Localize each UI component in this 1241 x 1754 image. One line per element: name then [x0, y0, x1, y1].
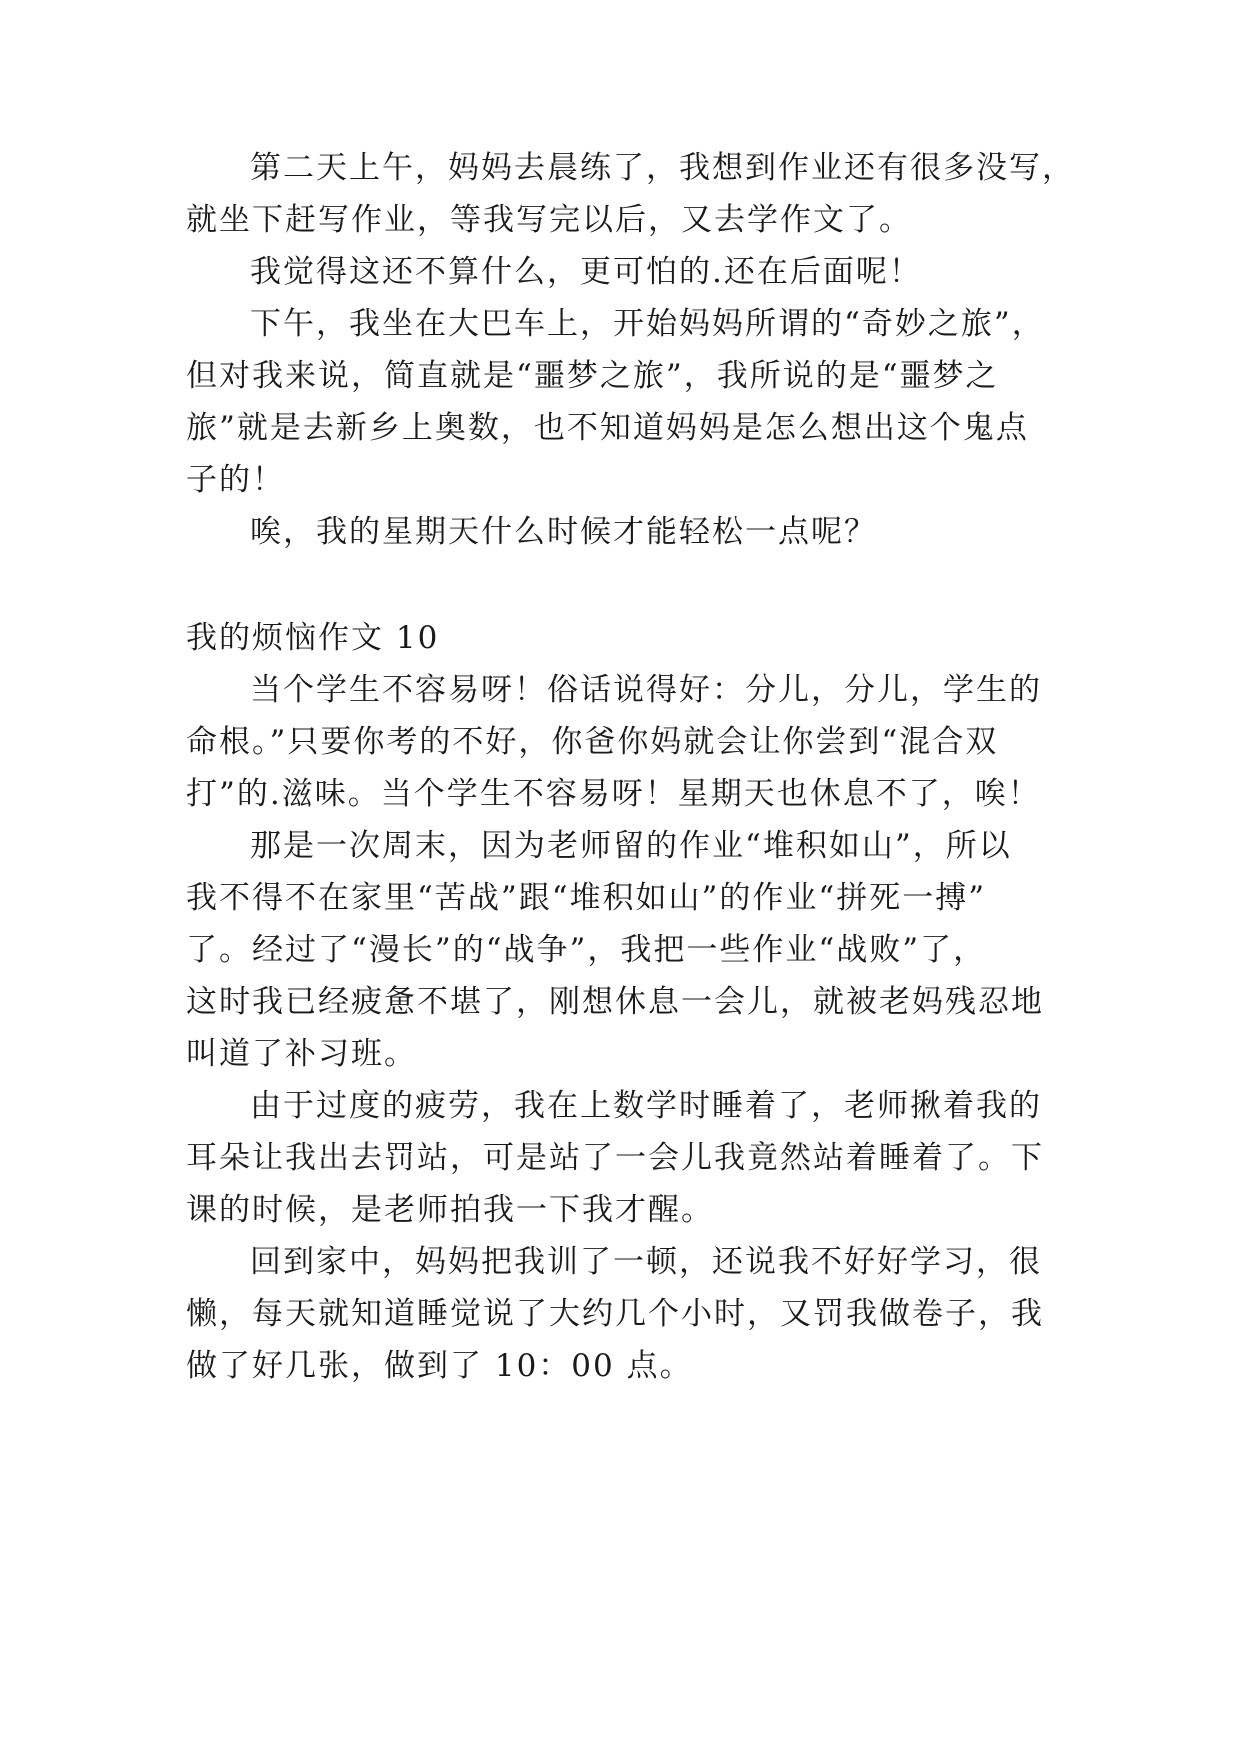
- paragraph-line: 做了好几张，做到了 10：00 点。: [186, 1348, 693, 1384]
- paragraph-line: 了。经过了“漫长”的“战争”，我把一些作业“战败”了，: [186, 932, 987, 968]
- paragraph-line: 打”的.滋味。当个学生不容易呀！星期天也休息不了，唉！: [186, 776, 1041, 812]
- paragraph-line: 子的！: [186, 462, 285, 498]
- paragraph-line: 课的时候，是老师拍我一下我才醒。: [186, 1192, 714, 1228]
- paragraph-line: 命根。”只要你考的不好，你爸你妈就会让你尝到“混合双: [186, 724, 999, 760]
- section-heading: 我的烦恼作文 10: [186, 620, 440, 656]
- paragraph-line: 我不得不在家里“苦战”跟“堆积如山”的作业“拼死一搏”: [186, 880, 987, 916]
- paragraph-line: 耳朵让我出去罚站，可是站了一会儿我竟然站着睡着了。下: [186, 1140, 1044, 1176]
- paragraph-line: 下午，我坐在大巴车上，开始妈妈所谓的“奇妙之旅”，: [250, 306, 1045, 342]
- paragraph-line: 旅”就是去新乡上奥数，也不知道妈妈是怎么想出这个鬼点: [186, 410, 1029, 446]
- paragraph-line: 唉，我的星期天什么时候才能轻松一点呢？: [250, 514, 877, 550]
- paragraph-line: 第二天上午，妈妈去晨练了，我想到作业还有很多没写，: [250, 150, 1075, 186]
- paragraph-line: 但对我来说，简直就是“噩梦之旅”，我所说的是“噩梦之: [186, 358, 999, 394]
- paragraph-line: 那是一次周末，因为老师留的作业“堆积如山”，所以: [250, 828, 1012, 864]
- paragraph-line: 由于过度的疲劳，我在上数学时睡着了，老师揪着我的: [250, 1088, 1042, 1124]
- paragraph-line: 懒，每天就知道睡觉说了大约几个小时，又罚我做卷子，我: [186, 1296, 1044, 1332]
- paragraph-line: 当个学生不容易呀！俗话说得好：分儿，分儿，学生的: [250, 672, 1042, 708]
- paragraph-line: 叫道了补习班。: [186, 1036, 417, 1072]
- paragraph-line: 回到家中，妈妈把我训了一顿，还说我不好好学习，很: [250, 1244, 1042, 1280]
- paragraph-line: 这时我已经疲惫不堪了，刚想休息一会儿，就被老妈残忍地: [186, 984, 1044, 1020]
- paragraph-line: 就坐下赶写作业，等我写完以后，又去学作文了。: [186, 202, 912, 238]
- paragraph-line: 我觉得这还不算什么，更可怕的.还在后面呢！: [250, 254, 922, 290]
